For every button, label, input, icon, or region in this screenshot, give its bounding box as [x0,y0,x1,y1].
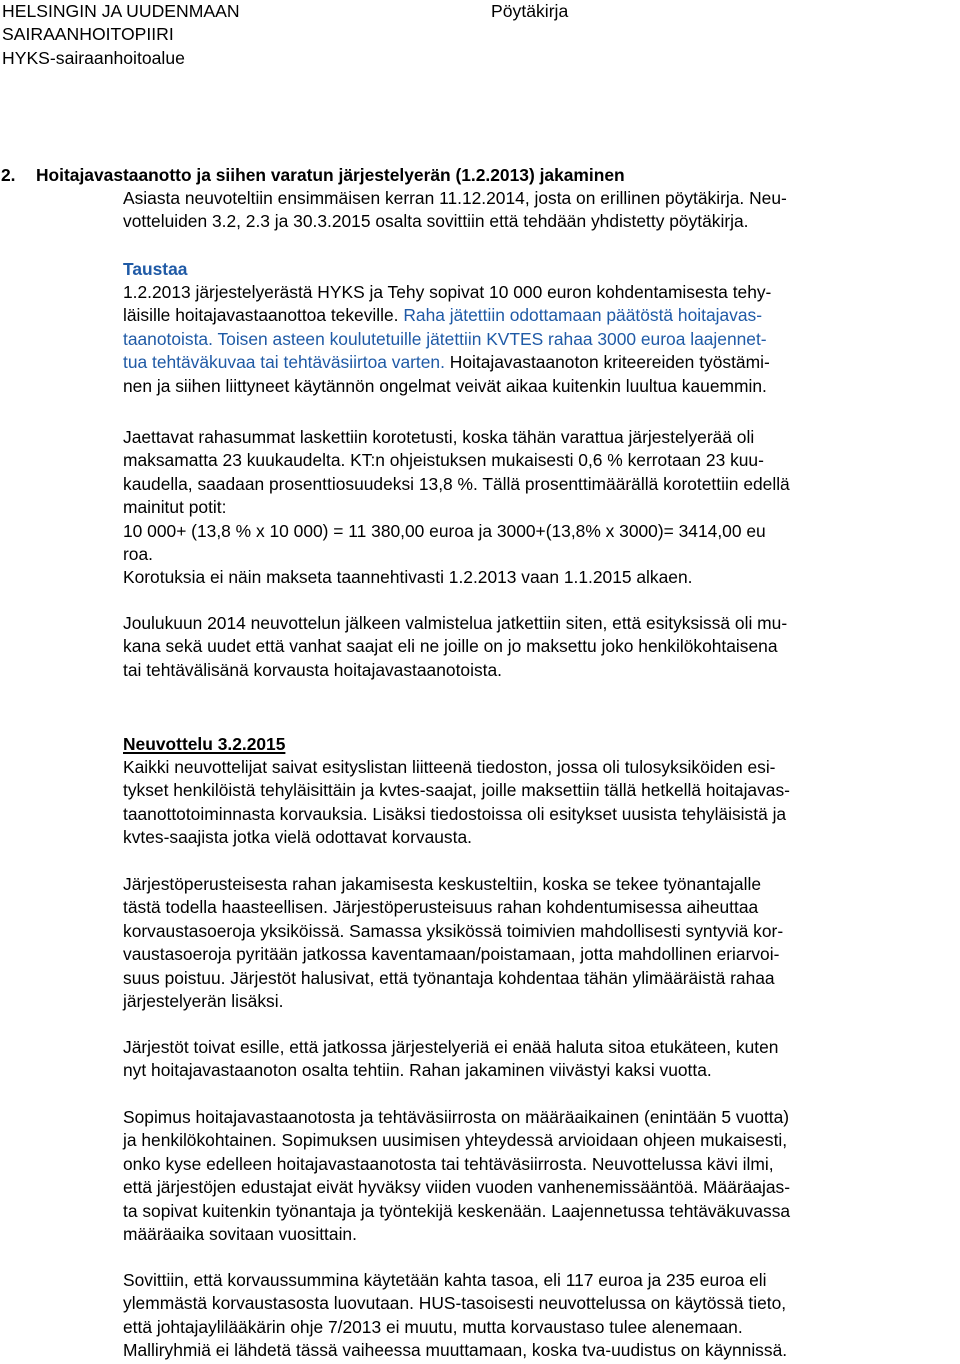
paragraph-line: järjestelyerän lisäksi. [123,990,284,1011]
paragraph-line: määräaika sovitaan vuosittain. [123,1223,357,1244]
paragraph-line: kvtes-saajista jotka vielä odottavat korvausta. [123,827,472,848]
paragraph-line: roa. [123,543,153,564]
document-type: Pöytäkirja [491,1,569,21]
paragraph-line: Sopimus hoitajavastaanotosta ja tehtäväsiirrosta on määräaikainen (enintään 5 vuotta) [123,1107,790,1127]
negotiation-paragraph-1 [123,756,915,850]
intro-paragraph [123,187,915,234]
paragraph-line: kaudella, saadaan prosenttiosuudeksi 13,8 %. Tällä prosenttimäärällä korotettiin edellä [123,473,790,494]
paragraph-line: läisille hoitajavastaanottoa tekeville. Raha jätettiin odottamaan päätöstä hoitajavas- [123,305,763,326]
paragraph-line: ta sopivat kuitenkin työnantaja ja työntekijä keskenään. Laajennetussa tehtäväkuvassa [123,1200,791,1221]
organization-name [2,0,240,70]
org-line-1: HELSINGIN JA UUDENMAAN [2,1,240,21]
org-line-3: HYKS-sairaanhoitoalue [2,47,185,68]
negotiation-paragraph-4 [123,1106,915,1246]
paragraph-line: Sovittiin, että korvaussummina käytetään kahta tasoa, eli 117 euroa ja 235 euroa eli [123,1270,767,1290]
december-paragraph [123,612,915,682]
section-number: 2. [1,165,16,185]
negotiation-heading: Neuvottelu 3.2.2015 [123,734,286,754]
paragraph-line: että johtajaylilääkärin ohje 7/2013 ei muutu, mutta korvaustaso tulee alenemaan. [123,1316,743,1337]
paragraph-line: onko kyse edelleen hoitajavastaanotosta tai tehtäväsiirrosta. Neuvottelussa kävi ilmi, [123,1153,774,1174]
amounts-paragraph [123,426,915,590]
paragraph-line: nen ja siihen liittyneet käytännön ongelmat veivät aikaa kuitenkin luultua kauemmin. [123,375,767,396]
paragraph-line: ja henkilökohtainen. Sopimuksen uusimisen yhteydessä arvioidaan ohjeen mukaisesti, [123,1130,788,1151]
paragraph-line: suus poistuu. Järjestöt halusivat, että työnantaja kohdentaa tähän ylimääräistä rahaa [123,967,775,988]
paragraph-line: 1.2.2013 järjestelyerästä HYKS ja Tehy sopivat 10 000 euron kohdentamisesta tehy- [123,282,772,302]
paragraph-line: Joulukuun 2014 neuvottelun jälkeen valmistelua jatkettiin siten, että esityksissä oli mu- [123,613,788,633]
paragraph-line: Kaikki neuvottelijat saivat esityslistan liitteenä tiedoston, jossa oli tulosyksiköiden esi- [123,757,776,777]
paragraph-line: korvaustasoeroja yksiköissä. Samassa yksikössä toimivien mahdollisesti syntyviä kor- [123,920,784,941]
paragraph-line: Järjestöperusteisesta rahan jakamisesta keskusteltiin, koska se tekee työnantajalle [123,874,761,894]
paragraph-line: 10 000+ (13,8 % x 10 000) = 11 380,00 euroa ja 3000+(13,8% x 3000)= 3414,00 eu [123,520,766,541]
negotiation-paragraph-5 [123,1269,915,1363]
section-heading [0,164,625,187]
org-line-2: SAIRAANHOITOPIIRI [2,24,174,45]
negotiation-paragraph-2 [123,873,915,1013]
paragraph-line: mainitut potit: [123,497,227,518]
paragraph-line: taanottotoiminnasta korvauksia. Lisäksi tiedostoissa oli esitykset uusista tehyläisistä ja [123,803,787,824]
paragraph-line: maksamatta 23 kuukaudelta. KT:n ohjeistuksen mukaisesti 0,6 % kerrotaan 23 kuu- [123,450,764,471]
paragraph-line: Jaettavat rahasummat laskettiin korotetusti, koska tähän varattua järjestelyerää oli [123,427,755,447]
paragraph-line: Malliryhmiä ei lähdetä tässä vaiheessa muuttamaan, koska tva-uudistus on käynnissä. [123,1340,788,1361]
paragraph-line: että järjestöjen edustajat eivät hyväksy viiden vuoden vanhenemissääntöä. Määräajas- [123,1177,791,1198]
paragraph-line: votteluiden 3.2, 2.3 ja 30.3.2015 osalta sovittiin että tehdään yhdistetty pöytäkirja. [123,211,749,232]
paragraph-line: vaustasoeroja pyritään jatkossa kaventamaan/poistamaan, jotta mahdollinen eriarvoi- [123,944,780,965]
paragraph-line: taanotoista. Toisen asteen koulutetuille jätettiin KVTES rahaa 3000 euroa laajennet- [123,328,767,349]
section-title: Hoitajavastaanotto ja siihen varatun järjestelyerän (1.2.2013) jakaminen [36,165,625,185]
paragraph-line: Järjestöt toivat esille, että jatkossa järjestelyeriä ei enää haluta sitoa etukäteen, kuten [123,1037,779,1057]
paragraph-line: Asiasta neuvoteltiin ensimmäisen kerran 11.12.2014, josta on erillinen pöytäkirja. Neu- [123,188,787,208]
paragraph-line: ylemmästä korvaustasosta luovutaan. HUS-tasoisesti neuvottelussa on käytössä tieto, [123,1293,787,1314]
background-paragraph [123,281,915,398]
background-heading: Taustaa [123,259,188,279]
negotiation-paragraph-3 [123,1036,915,1083]
paragraph-line: tai tehtävälisänä korvausta hoitajavastaanotoista. [123,659,502,680]
paragraph-line: tykset henkilöistä tehyläisittäin ja kvtes-saajat, joille maksettiin tällä hetkellä hoitajavas- [123,780,790,801]
paragraph-line: tua tehtäväkuvaa tai tehtäväsiirtoa varten. Hoitajavastaanoton kriteereiden työstämi- [123,352,770,373]
paragraph-line: nyt hoitajavastaanoton osalta tehtiin. Rahan jakaminen viivästyi kaksi vuotta. [123,1060,712,1081]
paragraph-line: tästä todella haasteellisen. Järjestöperusteisuus rahan kohdentumisessa aiheuttaa [123,897,759,918]
document-header [0,0,960,80]
paragraph-line: Korotuksia ei näin makseta taannehtivasti 1.2.2013 vaan 1.1.2015 alkaen. [123,567,693,588]
paragraph-line: kana sekä uudet että vanhat saajat eli ne joille on jo maksettu joko henkilökohtaisena [123,636,778,657]
